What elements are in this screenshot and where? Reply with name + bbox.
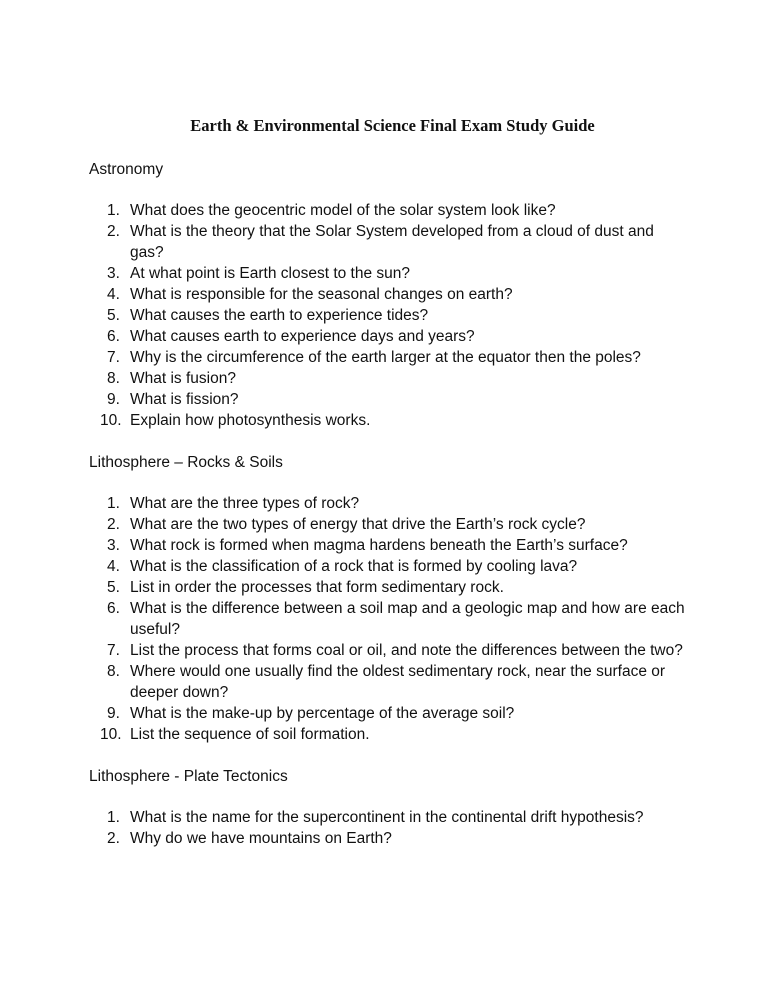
question-item: 4. What is responsible for the seasonal changes on earth?	[107, 286, 513, 303]
question-item: 8. Where would one usually find the oldest sedimentary rock, near the surface or deeper down?	[107, 663, 666, 701]
question-item: 6. What causes earth to experience days and years?	[107, 328, 475, 345]
question-item: 9. What is the make-up by percentage of the average soil?	[107, 705, 515, 722]
question-item: 8. What is fusion?	[107, 370, 236, 387]
question-item: 1. What does the geocentric model of the solar system look like?	[107, 202, 556, 219]
question-list	[89, 493, 688, 745]
question-item: 10. Explain how photosynthesis works.	[100, 412, 371, 429]
question-item: 7. Why is the circumference of the earth larger at the equator then the poles?	[107, 349, 641, 366]
section-heading: Lithosphere – Rocks & Soils	[89, 454, 283, 471]
question-item: 9. What is fission?	[107, 391, 239, 408]
question-item: 2. What is the theory that the Solar System developed from a cloud of dust and gas?	[107, 223, 654, 261]
question-item: 7. List the process that forms coal or oil, and note the differences between the two?	[107, 642, 683, 659]
question-item: 1. What are the three types of rock?	[107, 495, 360, 512]
section-rocks-soils	[89, 452, 688, 745]
section-heading: Astronomy	[89, 161, 164, 178]
question-item: 2. What are the two types of energy that drive the Earth’s rock cycle?	[107, 516, 586, 533]
question-item: 3. At what point is Earth closest to the sun?	[107, 265, 411, 282]
question-item: 4. What is the classification of a rock that is formed by cooling lava?	[107, 558, 578, 575]
question-item: 10. List the sequence of soil formation.	[100, 726, 370, 743]
question-item: 6. What is the difference between a soil map and a geologic map and how are each useful?	[107, 600, 685, 638]
question-list	[89, 200, 688, 431]
section-heading: Lithosphere - Plate Tectonics	[89, 768, 288, 785]
question-item: 1. What is the name for the supercontinent in the continental drift hypothesis?	[107, 809, 644, 826]
question-item: 5. What causes the earth to experience tides?	[107, 307, 429, 324]
question-item: 2. Why do we have mountains on Earth?	[107, 830, 392, 847]
document-title: Earth & Environmental Science Final Exam Study Guide	[190, 116, 595, 135]
section-astronomy	[89, 159, 688, 431]
question-list	[89, 807, 688, 849]
section-plate-tectonics	[89, 766, 688, 849]
question-item: 5. List in order the processes that form sedimentary rock.	[107, 579, 504, 596]
question-item: 3. What rock is formed when magma hardens beneath the Earth’s surface?	[107, 537, 628, 554]
